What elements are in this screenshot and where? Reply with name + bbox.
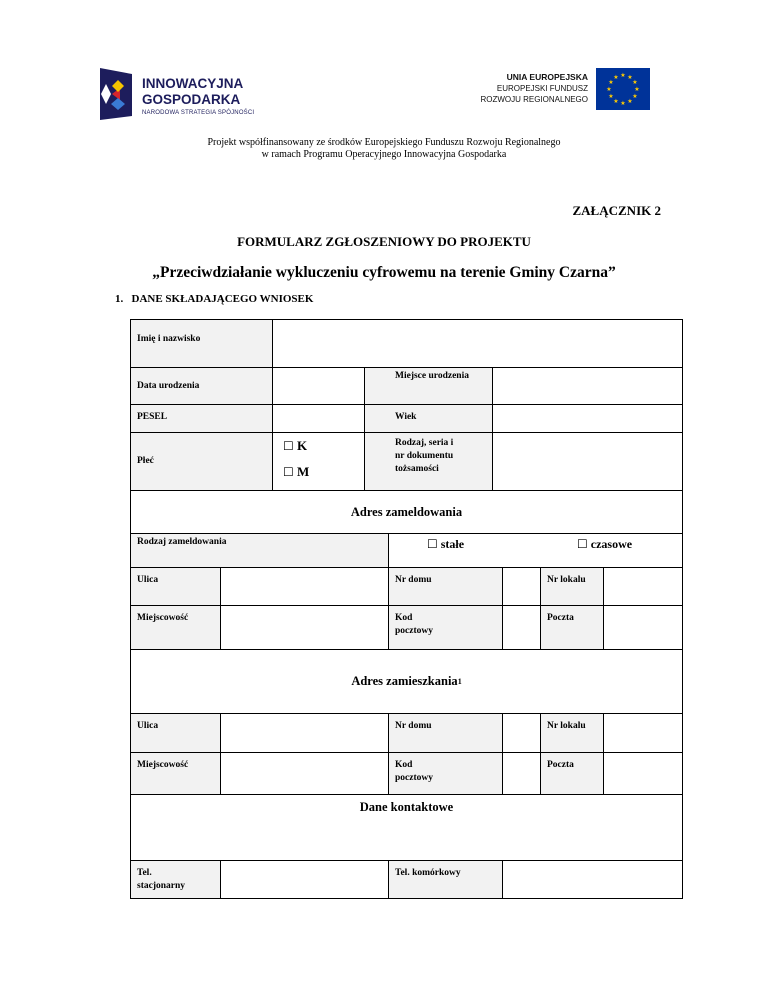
svg-text:★: ★ — [606, 86, 612, 93]
res-street-label: Ulica — [130, 713, 221, 753]
ig-logo-subtitle: NARODOWA STRATEGIA SPÓJNOŚCI — [142, 110, 255, 116]
svg-text:★: ★ — [613, 98, 619, 105]
reg-postal-code-field[interactable] — [502, 605, 541, 650]
birthplace-label: Miejsce urodzenia — [364, 367, 493, 405]
residence-address-title-text: Adres zamieszkania — [351, 674, 458, 688]
reg-city-label: Miejscowość — [130, 605, 221, 650]
svg-text:★: ★ — [627, 74, 633, 81]
svg-text:★: ★ — [634, 86, 640, 93]
eu-logo-line2: EUROPEJSKI FUNDUSZ — [496, 84, 588, 93]
ig-logo-line2: GOSPODARKA — [142, 92, 241, 107]
reg-temporary-label: czasowe — [590, 537, 633, 551]
reg-temporary-checkbox[interactable]: ☐ — [577, 537, 588, 551]
residence-address-title — [130, 649, 683, 714]
registration-type-options — [388, 533, 683, 568]
name-field[interactable] — [272, 319, 683, 368]
reg-house-no-label: Nr domu — [388, 567, 503, 606]
reg-street-field[interactable] — [220, 567, 389, 606]
eu-logo-line3: ROZWOJU REGIONALNEGO — [480, 95, 588, 104]
eu-logo-line1: UNIA EUROPEJSKA — [506, 72, 588, 82]
age-label: Wiek — [364, 404, 493, 433]
reg-permanent-label: stałe — [440, 537, 465, 551]
svg-text:★: ★ — [613, 74, 619, 81]
reg-postal-code-label: Kod pocztowy — [388, 605, 503, 650]
contact-title: Dane kontaktowe — [130, 794, 683, 861]
ig-logo-mark-icon — [98, 66, 138, 122]
reg-post-office-label: Poczta — [540, 605, 604, 650]
svg-text:★: ★ — [632, 79, 638, 86]
svg-text:★: ★ — [620, 100, 626, 107]
reg-city-field[interactable] — [220, 605, 389, 650]
registered-address-title: Adres zameldowania — [130, 490, 683, 534]
reg-permanent-option[interactable] — [427, 538, 464, 551]
res-postal-code-field[interactable] — [502, 752, 541, 795]
id-document-label: Rodzaj, seria i nr dokumentu tożsamości — [364, 432, 493, 491]
landline-label: Tel. stacjonarny — [130, 860, 221, 899]
svg-text:★: ★ — [608, 93, 614, 100]
landline-field[interactable] — [220, 860, 389, 899]
birthplace-field[interactable] — [492, 367, 683, 405]
reg-post-office-field[interactable] — [603, 605, 683, 650]
svg-text:★: ★ — [627, 98, 633, 105]
form-title: FORMULARZ ZGŁOSZENIOWY DO PROJEKTU — [237, 234, 531, 249]
cofinance-line2: w ramach Programu Operacyjnego Innowacyjna Gospodarka — [261, 149, 507, 160]
reg-flat-no-field[interactable] — [603, 567, 683, 606]
reg-house-no-field[interactable] — [502, 567, 541, 606]
reg-permanent-checkbox[interactable]: ☐ — [427, 537, 438, 551]
dob-label: Data urodzenia — [130, 367, 273, 405]
svg-text:★: ★ — [620, 72, 626, 79]
sex-k-label: K — [297, 438, 308, 453]
eu-logo-text — [428, 72, 588, 105]
res-house-no-label: Nr domu — [388, 713, 503, 753]
innowacyjna-gospodarka-logo — [98, 66, 255, 126]
age-field[interactable] — [492, 404, 683, 433]
res-postal-code-label: Kod pocztowy — [388, 752, 503, 795]
cofinance-line1: Projekt współfinansowany ze środków Europejskiego Funduszu Rozwoju Regionalnego — [207, 137, 561, 148]
sex-options — [272, 432, 365, 491]
ig-logo-line1: INNOWACYJNA — [142, 76, 244, 91]
res-flat-no-field[interactable] — [603, 713, 683, 753]
sex-m-checkbox[interactable]: ☐ — [283, 465, 294, 479]
reg-temporary-option[interactable] — [577, 538, 632, 551]
registration-type-label: Rodzaj zameldowania — [130, 533, 389, 568]
svg-text:★: ★ — [608, 79, 614, 86]
eu-flag-icon — [596, 68, 650, 110]
mobile-label: Tel. komórkowy — [388, 860, 503, 899]
project-title: „Przeciwdziałanie wykluczeniu cyfrowemu na terenie Gminy Czarna” — [152, 264, 616, 281]
sex-label: Płeć — [130, 432, 273, 491]
sex-m-label: M — [297, 464, 310, 479]
annex-label: ZAŁĄCZNIK 2 — [572, 203, 661, 218]
res-post-office-field[interactable] — [603, 752, 683, 795]
pesel-field[interactable] — [272, 404, 365, 433]
reg-flat-no-label: Nr lokalu — [540, 567, 604, 606]
sex-k-checkbox[interactable]: ☐ — [283, 439, 294, 453]
res-house-no-field[interactable] — [502, 713, 541, 753]
dob-field[interactable] — [272, 367, 365, 405]
eu-logo — [470, 68, 650, 112]
res-street-field[interactable] — [220, 713, 389, 753]
svg-text:★: ★ — [632, 93, 638, 100]
sex-option-m[interactable] — [283, 465, 309, 479]
pesel-label: PESEL — [130, 404, 273, 433]
res-city-label: Miejscowość — [130, 752, 221, 795]
id-document-field[interactable] — [492, 432, 683, 491]
sex-option-k[interactable] — [283, 439, 307, 453]
mobile-field[interactable] — [502, 860, 683, 899]
section-1-heading: 1. DANE SKŁADAJĄCEGO WNIOSEK — [115, 293, 314, 305]
residence-footnote-mark: 1 — [457, 677, 462, 686]
name-label: Imię i nazwisko — [130, 319, 273, 368]
res-flat-no-label: Nr lokalu — [540, 713, 604, 753]
res-post-office-label: Poczta — [540, 752, 604, 795]
res-city-field[interactable] — [220, 752, 389, 795]
reg-street-label: Ulica — [130, 567, 221, 606]
